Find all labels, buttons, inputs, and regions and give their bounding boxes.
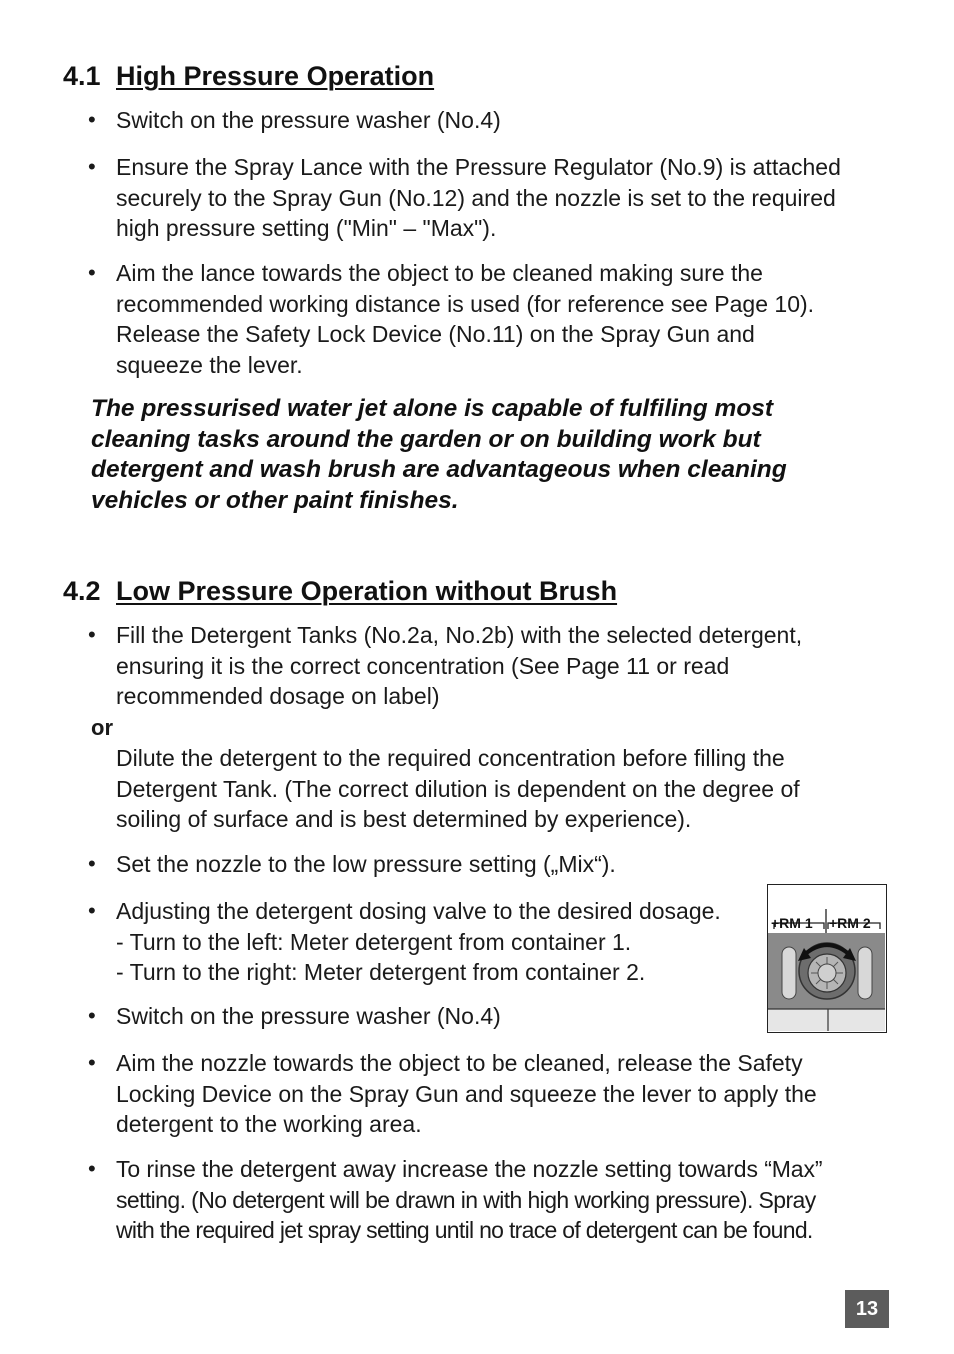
section-title: Low Pressure Operation without Brush [116, 576, 618, 606]
section-heading-4-1 [63, 59, 434, 93]
bullet-line: ensuring it is the correct concentration (See Page 11 or read [116, 652, 730, 679]
bullet-line: setting. (No detergent will be drawn in with high working pressure). Spray [116, 1186, 816, 1213]
note-line: cleaning tasks around the garden or on building work but [91, 425, 761, 453]
bullet-line: squeeze the lever. [116, 351, 303, 378]
bullet-line: • Aim the nozzle towards the object to be cleaned, release the Safety [116, 1050, 803, 1076]
list-item [0, 896, 721, 988]
page-number: 13 [845, 1290, 889, 1328]
bullet-line: • Switch on the pressure washer (No.4) [116, 1003, 501, 1029]
bullet-list-4-1 [0, 152, 841, 244]
bullet-line: • Aim the lance towards the object to be cleaned making sure the [116, 260, 763, 286]
bullet-list-4-1 [0, 258, 814, 380]
label-rm2: +RM 2 [829, 915, 871, 931]
alternative-paragraph [0, 743, 800, 835]
list-item [0, 1001, 501, 1032]
bullet-line: recommended working distance is used (for reference see Page 10). [116, 290, 815, 317]
list-item [0, 105, 501, 136]
bullet-list-4-2 [0, 849, 616, 880]
section-number: 4.2 [63, 576, 101, 606]
bullet-list-4-1 [0, 105, 501, 136]
bullet-list-4-2 [0, 620, 802, 712]
bullet-line: - Turn to the left: Meter detergent from container 1. [116, 928, 632, 955]
bullet-line: • Set the nozzle to the low pressure setting („Mix“). [116, 851, 616, 877]
bullet-line: • Adjusting the detergent dosing valve to the desired dosage. [116, 898, 721, 924]
bullet-line: Locking Device on the Spray Gun and squeeze the lever to apply the [116, 1080, 817, 1107]
list-item [0, 620, 802, 712]
list-item [0, 849, 616, 880]
bullet-line: • Ensure the Spray Lance with the Pressure Regulator (No.9) is attached [116, 154, 841, 180]
list-item [0, 1048, 817, 1140]
emphasis-note [91, 394, 891, 516]
or-label: or [91, 715, 113, 740]
label-rm1: +RM 1 [771, 915, 813, 931]
bullet-line: detergent to the working area. [116, 1111, 422, 1137]
dosing-valve-figure [767, 884, 887, 1033]
bullet-list-4-2 [0, 896, 721, 988]
dosing-valve-dial-icon [768, 885, 885, 1031]
note-line: detergent and wash brush are advantageous when cleaning [91, 456, 787, 483]
bullet-line: soiling of surface and is best determined by experience). [116, 806, 692, 832]
section-number: 4.1 [63, 61, 101, 91]
bullet-list-4-2 [0, 1048, 817, 1140]
bullet-line: • To rinse the detergent away increase the nozzle setting towards “Max” [116, 1156, 823, 1182]
list-item [0, 258, 814, 380]
list-item [0, 1154, 822, 1246]
bullet-line: securely to the Spray Gun (No.12) and the nozzle is set to the required [116, 184, 836, 211]
bullet-line: Detergent Tank. (The correct dilution is dependent on the degree of [116, 775, 800, 802]
bullet-line: recommended dosage on label) [116, 683, 440, 709]
section-title: High Pressure Operation [116, 61, 435, 91]
bullet-line: • Fill the Detergent Tanks (No.2a, No.2b) with the selected detergent, [116, 622, 803, 648]
list-item [0, 743, 800, 835]
bullet-line: high pressure setting ("Min" – "Max"). [116, 215, 497, 241]
section-heading-4-2 [63, 574, 617, 608]
bullet-line: - Turn to the right: Meter detergent from container 2. [116, 959, 646, 985]
bullet-line: Dilute the detergent to the required concentration before filling the [116, 745, 785, 771]
bullet-line: with the required jet spray setting until no trace of detergent can be found. [116, 1217, 813, 1243]
note-line: vehicles or other paint finishes. [91, 486, 459, 514]
bullet-list-4-2 [0, 1154, 822, 1246]
list-item [0, 152, 841, 244]
bullet-list-4-2 [0, 1001, 501, 1032]
note-line: The pressurised water jet alone is capable of fulfiling most [91, 395, 774, 422]
bullet-line: • Switch on the pressure washer (No.4) [116, 107, 501, 133]
bullet-line: Release the Safety Lock Device (No.11) on the Spray Gun and [116, 321, 755, 347]
